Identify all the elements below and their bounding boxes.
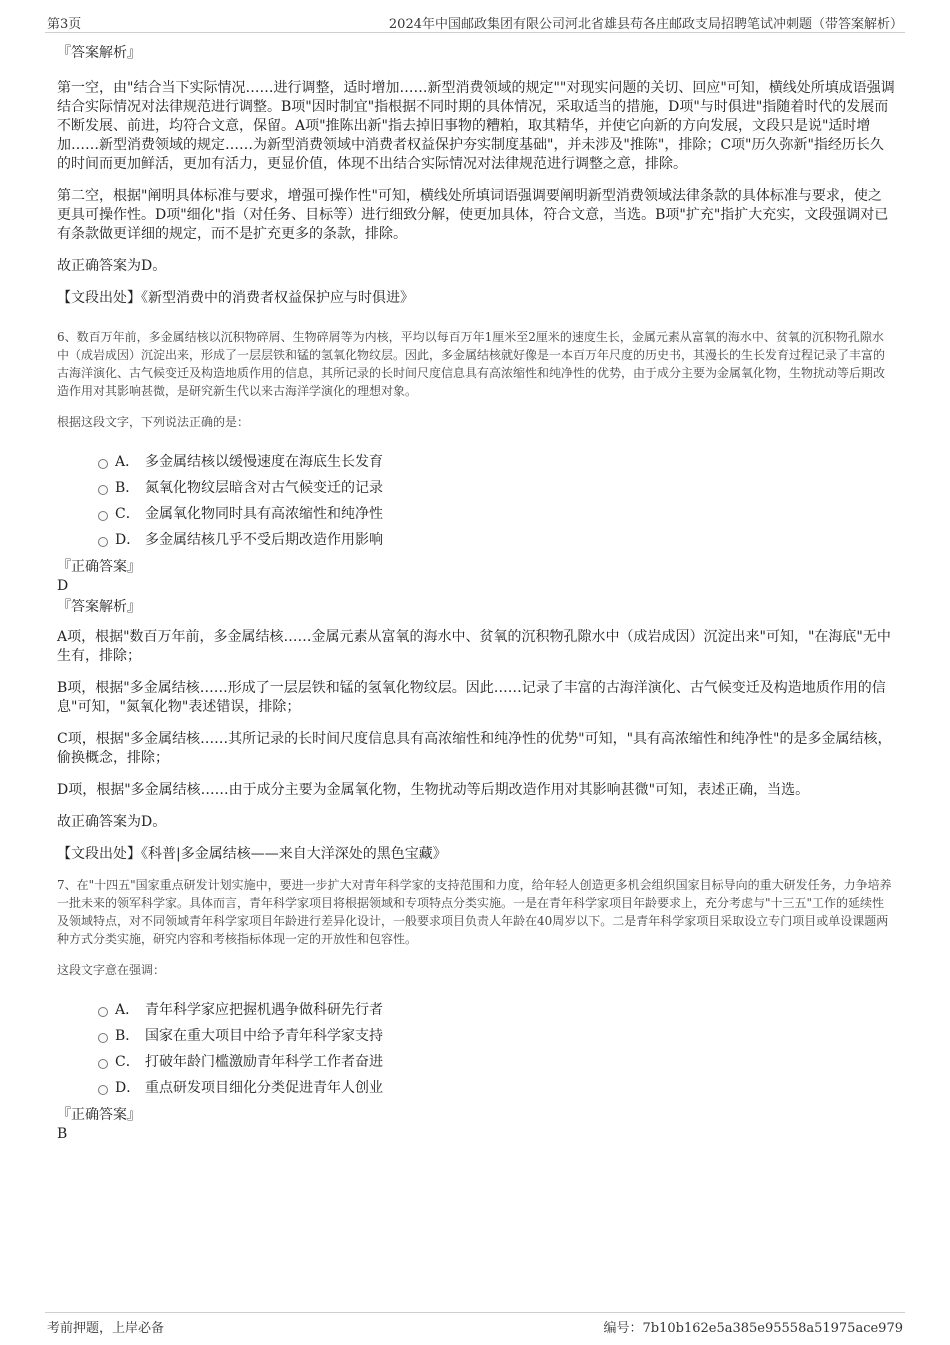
q5-analysis-para2: 第二空，根据"阐明具体标准与要求，增强可操作性"可知，横线处所填词语强调要阐明新型消费领域法律条款的具体标准与要求，使之更具可操作性。D项"细化"指（对任务、目标等）进行细致分解，使更加具体，符合文意，当选。B项"扩充"指扩大充实，文段强调对已有条款做更详细的规定，而不是扩充更多的条款，排除。 xyxy=(57,188,889,242)
q6-option-a[interactable] xyxy=(57,449,895,475)
option-letter: A． xyxy=(115,1002,140,1018)
q7-option-d[interactable] xyxy=(57,1075,895,1101)
code-value: 7b10b162e5a385e95558a51975ace979 xyxy=(642,1321,903,1336)
option-letter: B． xyxy=(115,480,140,496)
radio-icon[interactable] xyxy=(98,485,108,495)
page-footer xyxy=(45,1312,905,1335)
radio-icon[interactable] xyxy=(98,1059,108,1069)
option-text: 打破年龄门槛激励青年科学工作者奋进 xyxy=(145,1054,383,1070)
q6-conclusion: 故正确答案为D。 xyxy=(57,814,167,830)
q6-source: 【文段出处】《科普|多金属结核——来自大洋深处的黑色宝藏》 xyxy=(57,846,447,862)
q6-analysis-c: C项，根据"多金属结核……其所记录的长时间尺度信息具有高浓缩性和纯净性的优势"可知，"具有高浓缩性和纯净性"的是多金属结核，偷换概念，排除； xyxy=(57,731,892,766)
q6-answer: D xyxy=(57,578,69,594)
page-header xyxy=(45,12,905,33)
radio-icon[interactable] xyxy=(98,511,108,521)
q5-source: 【文段出处】《新型消费中的消费者权益保护应与时俱进》 xyxy=(57,290,414,306)
radio-icon[interactable] xyxy=(98,537,108,547)
q7-answer-label: 『正确答案』 xyxy=(57,1107,141,1123)
document-title: 2024年中国邮政集团有限公司河北省雄县苟各庄邮政支局招聘笔试冲刺题（带答案解析） xyxy=(388,17,903,32)
option-letter: D． xyxy=(115,532,141,548)
option-text: 国家在重大项目中给予青年科学家支持 xyxy=(145,1028,383,1044)
option-letter: B． xyxy=(115,1028,140,1044)
q7-options xyxy=(57,997,895,1101)
radio-icon[interactable] xyxy=(98,1085,108,1095)
q5-conclusion: 故正确答案为D。 xyxy=(57,258,167,274)
code-label: 编号： xyxy=(603,1321,643,1336)
footer-slogan: 考前押题，上岸必备 xyxy=(47,1321,165,1336)
option-text: 多金属结核几乎不受后期改造作用影响 xyxy=(145,532,383,548)
radio-icon[interactable] xyxy=(98,1007,108,1017)
page-number: 第3页 xyxy=(47,17,82,32)
option-text: 青年科学家应把握机遇争做科研先行者 xyxy=(145,1002,383,1018)
q6-option-d[interactable] xyxy=(57,527,895,553)
q6-analysis-label: 『答案解析』 xyxy=(57,599,141,615)
q7-stem: 7、在"十四五"国家重点研发计划实施中，要进一步扩大对青年科学家的支持范围和力度，给年轻人创造更多机会组织国家目标导向的重大研发任务，力争培养一批未来的领军科学家。具体而言，青年科学家项目将根据领域和专项特点分类实施。一是在青年科学家项目年龄要求上，充分考虑与"十三五"工作的延续性及领域特点，对不同领域青年科学家项目年龄进行差异化设计，一般要求项目负责人年龄在40周岁以下。二是青年科学家项目采取设立专门项目或单设课题两种方式分类实施，研究内容和考核指标体现一定的开放性和包容性。 xyxy=(57,878,892,946)
q7-option-c[interactable] xyxy=(57,1049,895,1075)
option-letter: D． xyxy=(115,1080,141,1096)
q6-stem: 6、数百万年前，多金属结核以沉积物碎屑、生物碎屑等为内核，平均以每百万年1厘米至2厘米的速度生长，金属元素从富氧的海水中、贫氧的沉积物孔隙水中（成岩成因）沉淀出来，形成了一层层铁和锰的氢氧化物纹层。因此，多金属结核就好像是一本百万年尺度的历史书，其漫长的生长发育过程记录了丰富的古海洋演化、古气候变迁及构造地质作用的信息，其所记录的长时间尺度信息具有高浓缩性和纯净性的优势，由于成分主要为金属氧化物，生物扰动等后期改造作用对其影响甚微，是研究新生代以来古海洋学演化的理想对象。 xyxy=(57,330,886,398)
q7-option-a[interactable] xyxy=(57,997,895,1023)
q6-answer-label: 『正确答案』 xyxy=(57,559,141,575)
q5-analysis-label: 『答案解析』 xyxy=(57,45,141,61)
option-text: 重点研发项目细化分类促进青年人创业 xyxy=(145,1080,383,1096)
q7-question: 这段文字意在强调： xyxy=(57,963,166,977)
option-text: 金属氧化物同时具有高浓缩性和纯净性 xyxy=(145,506,383,522)
q6-option-c[interactable] xyxy=(57,501,895,527)
option-letter: C． xyxy=(115,1054,140,1070)
q7-option-b[interactable] xyxy=(57,1023,895,1049)
radio-icon[interactable] xyxy=(98,459,108,469)
document-code xyxy=(603,1317,903,1336)
option-letter: C． xyxy=(115,506,140,522)
q5-analysis-para1: 第一空，由"结合当下实际情况……进行调整，适时增加……新型消费领域的规定""对现实问题的关切、回应"可知，横线处所填成语强调结合实际情况对法律规范进行调整。B项"因时制宜"指根据不同时期的具体情况，采取适当的措施，D项"与时俱进"指随着时代的发展而不断发展、前进，均符合文意，保留。A项"推陈出新"指去掉旧事物的糟粕，取其精华，并使它向新的方向发展，文段只是说"适时增加……新型消费领域的规定……为新型消费领域中消费者权益保护夯实制度基础"，并未涉及"推陈"，排除；C项"历久弥新"指经历长久的时间而更加鲜活，更加有活力，更显价值，体现不出结合实际情况对法律规范进行调整之意，排除。 xyxy=(57,80,895,172)
option-letter: A． xyxy=(115,454,140,470)
q6-analysis-d: D项，根据"多金属结核……由于成分主要为金属氧化物，生物扰动等后期改造作用对其影响甚微"可知，表述正确，当选。 xyxy=(57,782,810,798)
q6-analysis-a: A项，根据"数百万年前，多金属结核……金属元素从富氧的海水中、贫氧的沉积物孔隙水中（成岩成因）沉淀出来"可知，"在海底"无中生有，排除； xyxy=(57,629,891,664)
q7-answer: B xyxy=(57,1126,68,1142)
radio-icon[interactable] xyxy=(98,1033,108,1043)
q6-options xyxy=(57,449,895,553)
option-text: 多金属结核以缓慢速度在海底生长发育 xyxy=(145,454,383,470)
option-text: 氮氧化物纹层暗含对古气候变迁的记录 xyxy=(145,480,383,496)
q6-question: 根据这段文字，下列说法正确的是： xyxy=(57,415,250,429)
page-content xyxy=(57,44,895,1143)
q6-analysis-b: B项，根据"多金属结核……形成了一层层铁和锰的氢氧化物纹层。因此……记录了丰富的古海洋演化、古气候变迁及构造地质作用的信息"可知，"氮氧化物"表述错误，排除； xyxy=(57,680,886,715)
q6-option-b[interactable] xyxy=(57,475,895,501)
